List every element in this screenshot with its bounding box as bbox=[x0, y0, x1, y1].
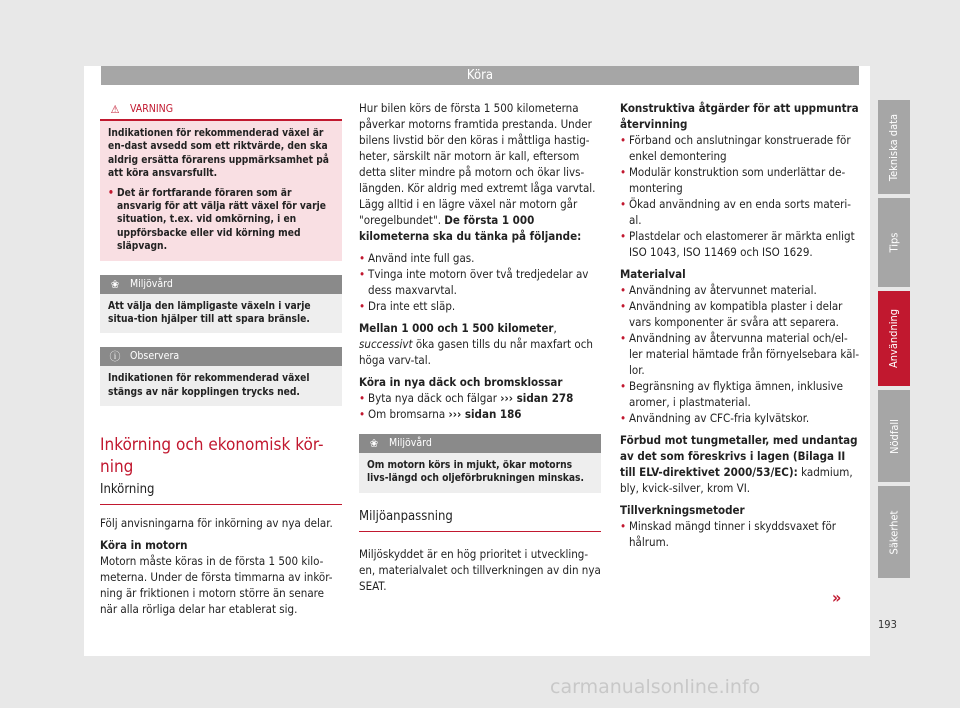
info-icon: ⓘ bbox=[109, 350, 121, 364]
section-subtitle: Inkörning bbox=[100, 482, 342, 505]
list-item: Användning av återvunna material och/el-ler material hämtade från förnyelsebara käl-lor. bbox=[629, 331, 860, 377]
list-item: Begränsning av flyktiga ämnen, inklusive aromer, i plastmaterial. bbox=[629, 379, 844, 409]
environment-text: Om motorn körs in mjukt, ökar motorns livs-längd och oljeförbrukningen minskas. bbox=[367, 460, 584, 485]
page-number: 193 bbox=[878, 618, 897, 631]
section-heading: Miljöanpassning bbox=[359, 509, 601, 532]
motor-text: Motorn måste köras in de första 1 500 kilo-meterna. Under de första timmarna av inkör-ning är friktionen i motorn större än senare när alla rörliga delar har etablerat sig. bbox=[100, 554, 333, 617]
list-item: Använd inte full gas. bbox=[368, 251, 475, 265]
warning-bullet: Det är fortfarande föraren som är ansvarig för att välja rätt växel för varje situation, t.ex. vid omkörning, i en uppförsbacke eller vid körning med släpvagn. bbox=[117, 187, 326, 253]
watermark: carmanualsonline.info bbox=[550, 676, 761, 698]
tab-tips[interactable]: Tips bbox=[878, 198, 910, 287]
list-item: Om bromsarna bbox=[368, 407, 446, 421]
warning-title: VARNING bbox=[130, 103, 174, 115]
list-item: Ökad användning av en enda sorts materi-al. bbox=[629, 197, 851, 227]
env-paragraph: Miljöskyddet är en hög prioritet i utveckling-en, materialvalet och tillverkningen av din nya SEAT. bbox=[359, 546, 601, 593]
tires-heading: Köra in nya däck och bromsklossar bbox=[359, 375, 563, 389]
recycling-heading: Konstruktiva åtgärder för att uppmuntra återvinning bbox=[620, 101, 859, 131]
list-item: Tvinga inte motorn över två tredjedelar av dess maxvarvtal. bbox=[368, 267, 589, 297]
chapter-tabs bbox=[878, 100, 910, 582]
intro-paragraph: Hur bilen körs de första 1 500 kilometerna påverkar motorns framtida prestanda. Under bilens livstid bör den köras i måttliga hastig-heter, särskilt när motorn är kall, eftersom detta sliter mindre på motorn och ökar livs-längden. Kör aldrig med extremt låga varvtal. Lägg alltid i en lägre växel när motorn går "oregelbundet". bbox=[359, 101, 596, 227]
list-item: Användning av CFC-fria kylvätskor. bbox=[629, 411, 810, 425]
mid-text: öka gasen tills du når maxfart och höga varv-tal. bbox=[359, 337, 593, 367]
environment-text: Att välja den lämpligaste växeln i varje situa-tion hjälper till att spara bränsle. bbox=[108, 300, 311, 326]
environment-title: Miljövård bbox=[130, 277, 173, 290]
note-title: Observera bbox=[130, 350, 180, 363]
environment-title: Miljövård bbox=[389, 437, 432, 449]
list-item: Dra inte ett släp. bbox=[368, 299, 456, 313]
list-item: Plastdelar och elastomerer är märkta enligt ISO 1043, ISO 11469 och ISO 1629. bbox=[629, 229, 855, 259]
tab-tekniska-data[interactable]: Tekniska data bbox=[878, 100, 910, 194]
environment-box bbox=[359, 434, 601, 493]
warning-icon: ⚠ bbox=[110, 103, 120, 116]
column-3: Konstruktiva åtgärder för att uppmuntra återvinning • Förband och anslutningar konstruerade för enkel demontering • Modulär konstruktion som underlättar de-montering • Ökad användning av en enda sorts materi-al. • Plastdelar och elastomerer är märkta enligt ISO 1043, ISO 11469 och ISO 1629. Materialval • Användning av återvunnet material. • Användning av kompatibla plaster i delar vars komponenter är svåra att separera. • Användning av återvunna material och/el-ler material hämtade från förnyelsebara käl-lor. • Begränsning av flyktiga ämnen, inklusive aromer, i plastmaterial. • Användning av CFC-fria kylvätskor. Förbud mot tungmetaller, med undantag av det som föreskrivs i lagen (Bilaga II till ELV-direktivet 2000/53/EC): kadmium, bly, kvick-silver, krom VI. Tillverkningsmetoder • Minskad mängd tinner i skyddsvaxet för hålrum. bbox=[620, 101, 860, 549]
section-title: Inkörning och ekonomisk kör-ning bbox=[100, 435, 324, 478]
tab-anvandning[interactable]: Användning bbox=[878, 291, 910, 386]
column-2: Hur bilen körs de första 1 500 kilometerna påverkar motorns framtida prestanda. Under bilens livstid bör den köras i måttliga hastig-heter, särskilt när motorn är kall, eftersom detta sliter mindre på motorn och ökar livs-längden. Kör aldrig med extremt låga varvtal. Lägg alltid i en lägre växel när motorn går "oregelbundet". De första 1 000 kilometerna ska du tänka på följande: • Använd inte full gas. • Tvinga inte motorn över två tredjedelar av dess maxvarvtal. • Dra inte ett släp. Mellan 1 000 och 1 500 kilometer, successivt öka gasen tills du når maxfart och höga varv-tal. Köra in nya däck och bromsklossar • Byta nya däck och fälgar ››› sidan 278 • Om bromsarna ››› sidan 186 ❀ Miljövård Om motorn körs in mjukt, ökar motorns livs-längd och oljeförbrukningen minskas. Miljöanpassning Miljöskyddet är en hög prioritet i utveckling-en, materialvalet och tillverkningen av din nya SEAT. bbox=[359, 101, 601, 593]
mid-bold: Mellan 1 000 och 1 500 kilometer bbox=[359, 321, 554, 335]
page-reference-link[interactable]: ››› sidan 278 bbox=[500, 391, 574, 405]
continue-arrow-icon: » bbox=[832, 588, 842, 607]
page-reference-link[interactable]: ››› sidan 186 bbox=[448, 407, 522, 421]
list-item: Användning av återvunnet material. bbox=[629, 283, 817, 297]
list-item: Användning av kompatibla plaster i delar vars komponenter är svåra att separera. bbox=[629, 299, 843, 329]
page-header: Köra bbox=[101, 66, 859, 85]
environment-box bbox=[100, 275, 342, 334]
note-box bbox=[100, 347, 342, 406]
column-1 bbox=[100, 100, 342, 623]
list-item: Modulär konstruktion som underlättar de-montering bbox=[629, 165, 846, 195]
warning-box: ⚠ VARNING Indikationen för rekommenderad växel är en-dast avsedd som ett riktvärde, den ska aldrig ersätta förarens uppmärksamhet på att köra ansvarsfullt. • Det är fortfarande föraren som är ansvarig för att välja rätt växel för varje situation, t.ex. vid omkörning, i en uppförsbacke eller vid körning med släpvagn. bbox=[100, 100, 342, 261]
heavy-metals-text: kadmium, bly, kvick-silver, krom VI. bbox=[620, 465, 853, 495]
motor-heading: Köra in motorn bbox=[100, 538, 188, 553]
manufacturing-heading: Tillverkningsmetoder bbox=[620, 503, 745, 517]
leaf-icon: ❀ bbox=[110, 277, 120, 291]
leaf-icon: ❀ bbox=[369, 437, 379, 450]
material-heading: Materialval bbox=[620, 267, 686, 281]
heavy-metals-heading: Förbud mot tungmetaller, med undantag av det som föreskrivs i lagen (Bilaga II till ELV-direktivet 2000/53/EC): bbox=[620, 433, 858, 479]
tab-nodfall[interactable]: Nödfall bbox=[878, 390, 910, 482]
list-item: Minskad mängd tinner i skyddsvaxet för hålrum. bbox=[629, 519, 837, 549]
intro-paragraph-bold: De första 1 000 kilometerna ska du tänka på följande: bbox=[359, 213, 582, 243]
list-item: Förband och anslutningar konstruerade för enkel demontering bbox=[629, 133, 851, 163]
note-text: Indikationen för rekommenderad växel stängs av när kopplingen trycks ned. bbox=[108, 373, 310, 398]
mid-italic: successivt bbox=[359, 337, 413, 351]
list-item: Byta nya däck och fälgar bbox=[368, 391, 497, 405]
tab-sakerhet[interactable]: Säkerhet bbox=[878, 486, 910, 578]
warning-text: Indikationen för rekommenderad växel är en-dast avsedd som ett riktvärde, den ska aldrig ersätta förarens uppmärksamhet på att köra ansvarsfullt. bbox=[108, 128, 329, 180]
intro-text: Följ anvisningarna för inkörning av nya delar. bbox=[100, 516, 333, 531]
